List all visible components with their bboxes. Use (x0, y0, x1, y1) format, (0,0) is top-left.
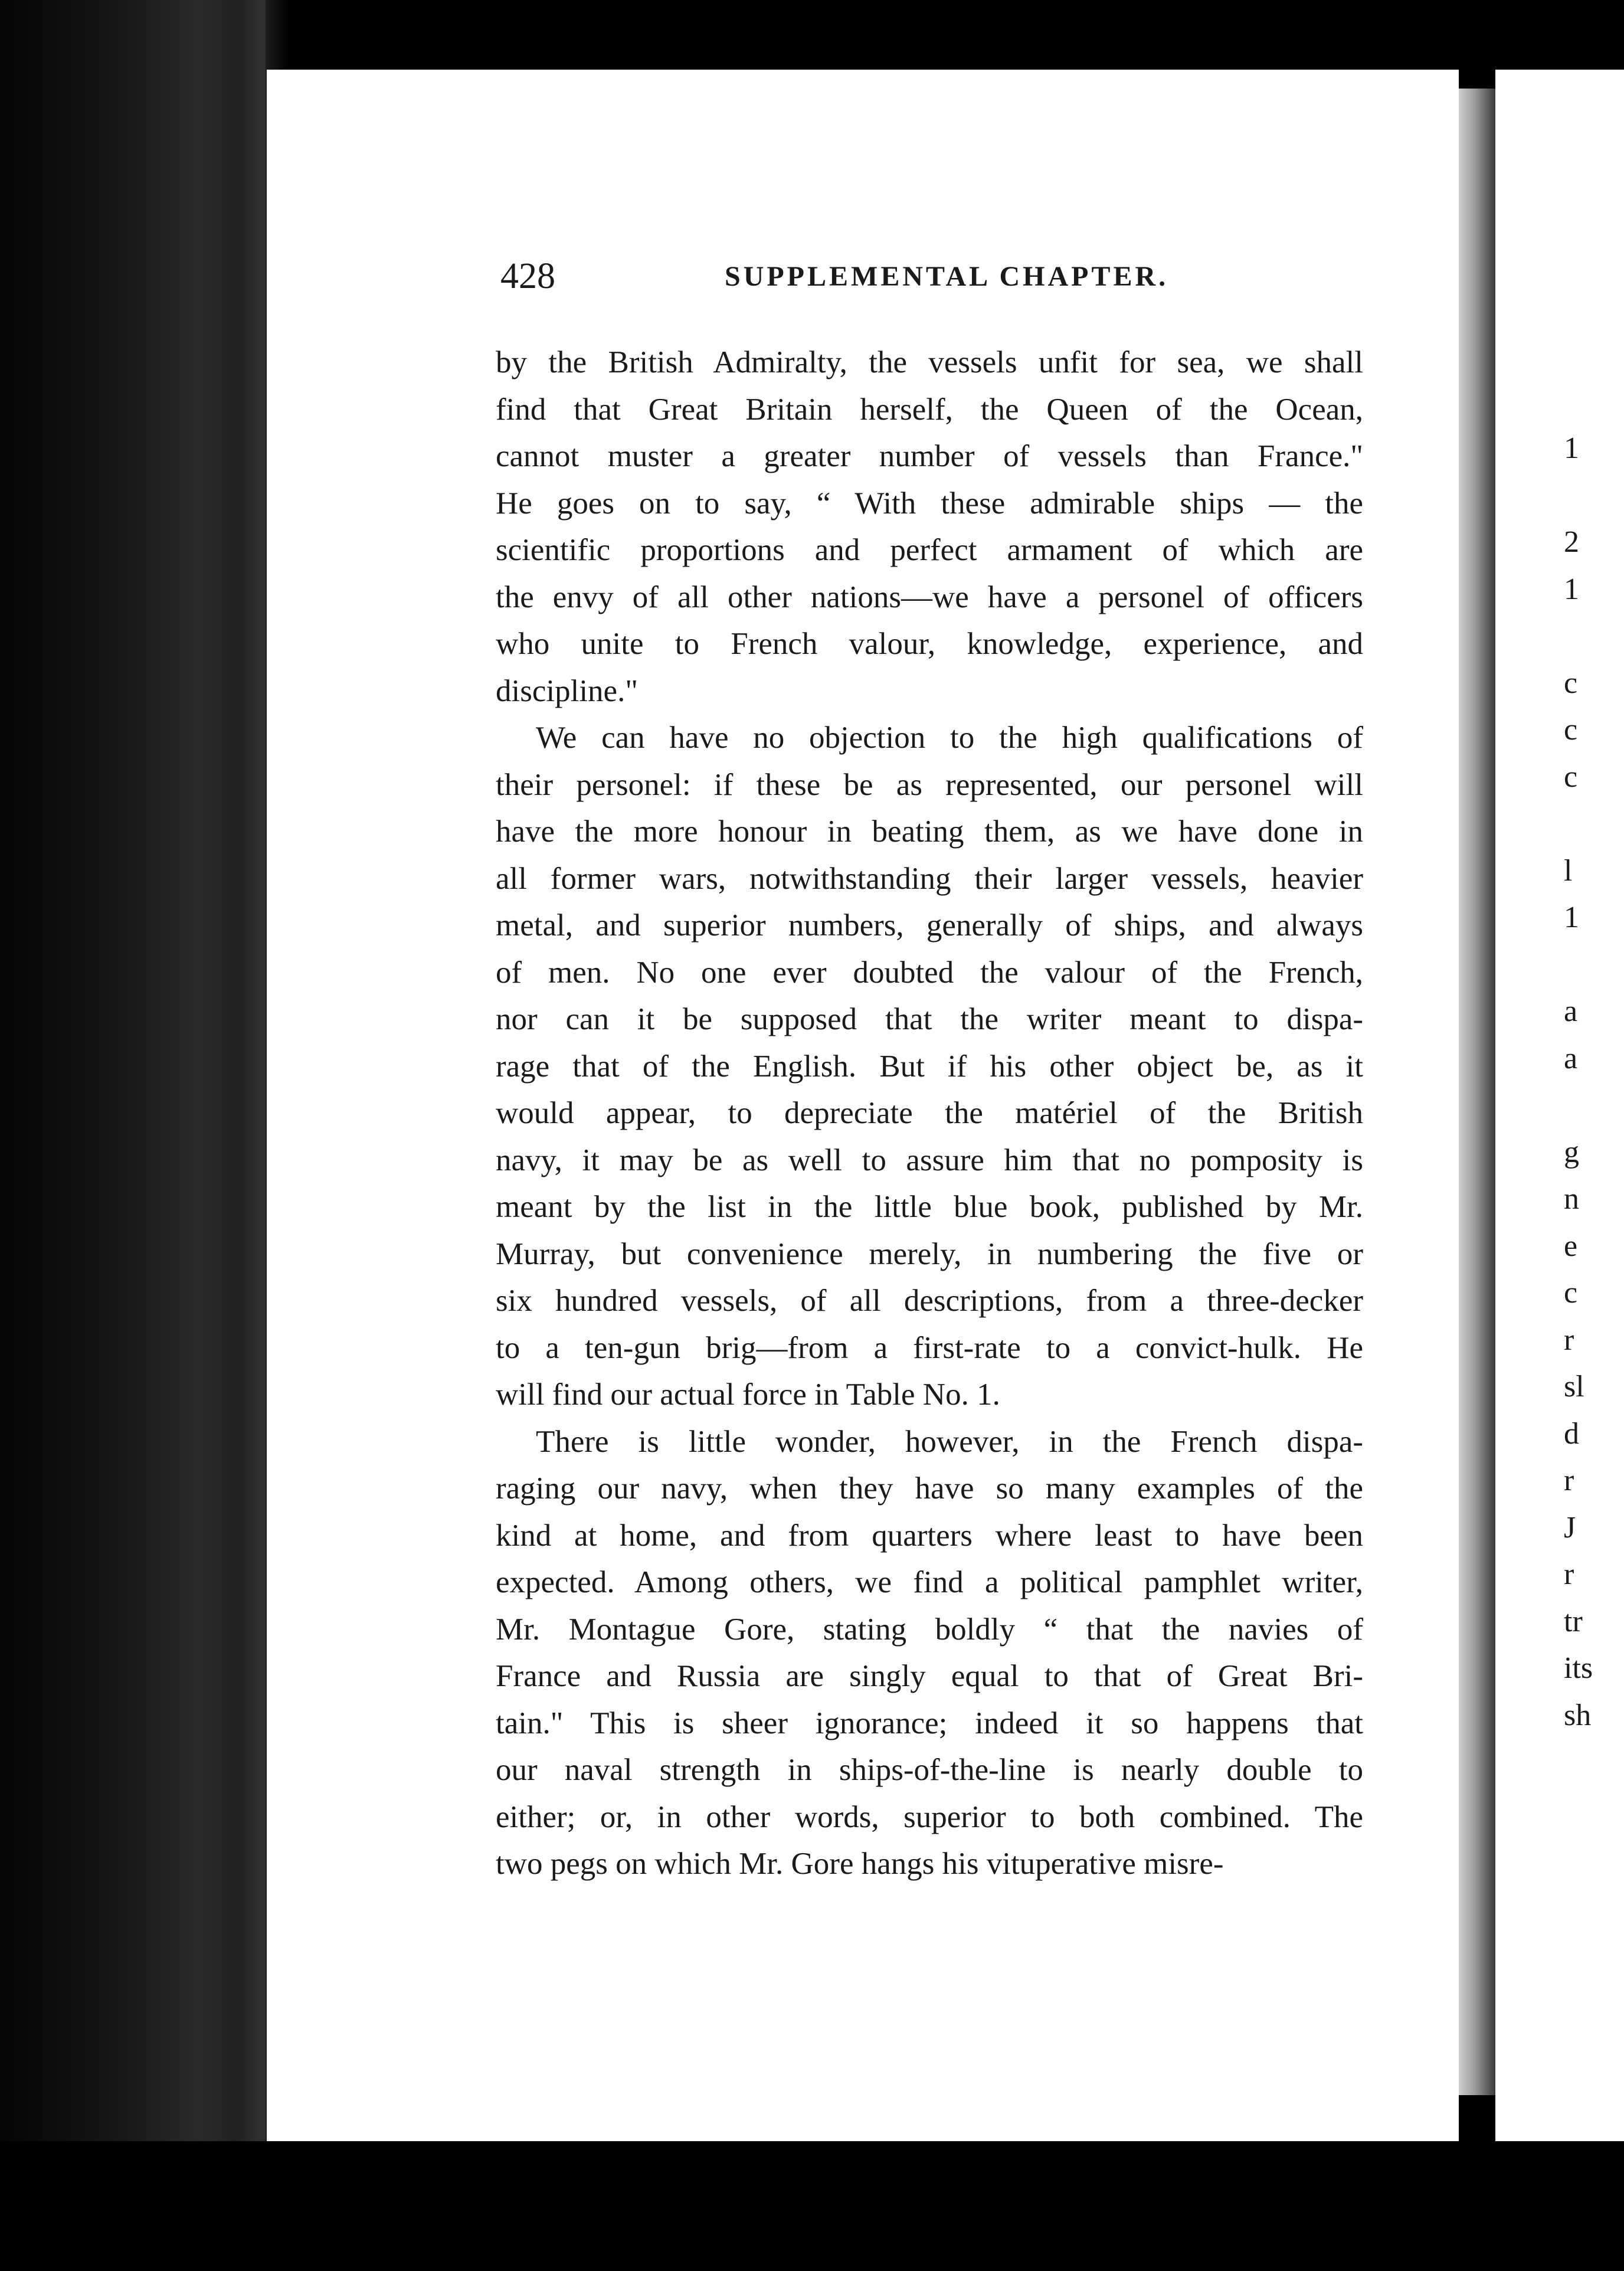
text-line: the envy of all other nations—we have a personel of officers (496, 580, 1363, 614)
next-page-fragment: c (1564, 1276, 1578, 1310)
text-line: to a ten-gun brig—from a first-rate to a convict-hulk. He (496, 1330, 1363, 1365)
scan-background-left (0, 0, 266, 2271)
text-line: tain." This is sheer ignorance; indeed it so happens that (496, 1706, 1363, 1740)
next-page-fragment: n (1564, 1182, 1579, 1216)
next-page-fragment (1564, 1082, 1624, 1129)
text-line: would appear, to depreciate the matériel of the British (496, 1096, 1363, 1130)
page-gutter (1459, 89, 1495, 2095)
text-line: their personel: if these be as represented, our personel will (496, 767, 1363, 802)
next-page-fragment: a (1564, 994, 1578, 1028)
paragraph (496, 715, 1363, 1419)
text-line: nor can it be supposed that the writer meant to dispa- (496, 1002, 1363, 1036)
text-line: will find our actual force in Table No. 1. (496, 1377, 1000, 1412)
next-page-fragment: d (1564, 1416, 1579, 1451)
text-line: by the British Admiralty, the vessels unfit for sea, we shall (496, 345, 1363, 379)
next-page-fragment (1564, 941, 1624, 989)
next-page-fragment: sl (1564, 1370, 1584, 1403)
scan-background-bottom (0, 2141, 1624, 2271)
next-page-fragment: 1 (1564, 901, 1579, 934)
text-line: all former wars, notwithstanding their larger vessels, heavier (496, 861, 1363, 896)
next-page-fragment: r (1564, 1323, 1574, 1357)
next-page-fragment (1564, 800, 1624, 847)
text-line: our naval strength in ships-of-the-line is nearly double to (496, 1753, 1363, 1787)
page-number: 428 (500, 256, 555, 296)
next-page-fragment: r (1564, 1557, 1574, 1591)
next-page-fragment: tr (1564, 1604, 1583, 1638)
text-line: navy, it may be as well to assure him that no pomposity is (496, 1143, 1363, 1177)
text-line: have the more honour in beating them, as we have done in (496, 814, 1363, 849)
text-line: rage that of the English. But if his other object be, as it (496, 1049, 1363, 1084)
next-page-fragment: c (1564, 760, 1578, 794)
text-line: We can have no objection to the high qualifications of (536, 721, 1363, 755)
next-page-fragment: r (1564, 1464, 1574, 1497)
text-line: France and Russia are singly equal to that of Great Bri- (496, 1659, 1363, 1693)
next-page-fragment: 1 (1564, 572, 1579, 606)
next-page-fragment: sh (1564, 1698, 1592, 1732)
text-line: of men. No one ever doubted the valour of the French, (496, 955, 1363, 990)
next-page-fragment: its (1564, 1651, 1593, 1685)
next-page-fragment: 2 (1564, 525, 1579, 559)
text-line: raging our navy, when they have so many examples of the (496, 1471, 1363, 1506)
running-head (500, 256, 1374, 303)
text-line: six hundred vessels, of all descriptions, from a three-decker (496, 1284, 1363, 1318)
text-line: expected. Among others, we find a political pamphlet writer, (496, 1565, 1363, 1599)
text-line: cannot muster a greater number of vessels than France." (496, 439, 1363, 473)
next-page-fragment: e (1564, 1229, 1578, 1263)
next-page-fragment (1564, 613, 1624, 660)
text-line: scientific proportions and perfect armament of which are (496, 533, 1363, 567)
next-page-fragment: a (1564, 1041, 1578, 1075)
text-line: find that Great Britain herself, the Queen of the Ocean, (496, 392, 1363, 427)
text-line: either; or, in other words, superior to both combined. The (496, 1799, 1363, 1834)
paragraph (496, 1419, 1363, 1888)
text-line: There is little wonder, however, in the French dispa- (536, 1424, 1363, 1459)
text-line: metal, and superior numbers, generally of ships, and always (496, 908, 1363, 943)
next-page-fragment: l (1564, 853, 1573, 888)
next-page-fragment: c (1564, 713, 1578, 747)
next-page-fragment: 1 (1564, 431, 1579, 465)
text-line: Mr. Montague Gore, stating boldly “ that the navies of (496, 1612, 1363, 1647)
text-line: discipline." (496, 673, 638, 708)
text-line: Murray, but convenience merely, in numbering the five or (496, 1236, 1363, 1271)
next-page-fragment (1564, 472, 1624, 519)
text-line: He goes on to say, “ With these admirable ships — the (496, 486, 1363, 521)
text-line: two pegs on which Mr. Gore hangs his vituperative misre- (496, 1847, 1224, 1881)
next-page-fragment: g (1564, 1135, 1579, 1169)
text-line: who unite to French valour, knowledge, experience, and (496, 627, 1363, 661)
paragraph (496, 339, 1363, 715)
next-page-text-fragments (1564, 425, 1624, 1739)
text-line: kind at home, and from quarters where least to have been (496, 1518, 1363, 1553)
chapter-title: SUPPLEMENTAL CHAPTER. (725, 261, 1169, 292)
next-page-fragment: J (1564, 1510, 1576, 1544)
next-page-fragment: c (1564, 666, 1578, 700)
body-text (496, 339, 1363, 1888)
text-line: meant by the list in the little blue book, published by Mr. (496, 1190, 1363, 1224)
